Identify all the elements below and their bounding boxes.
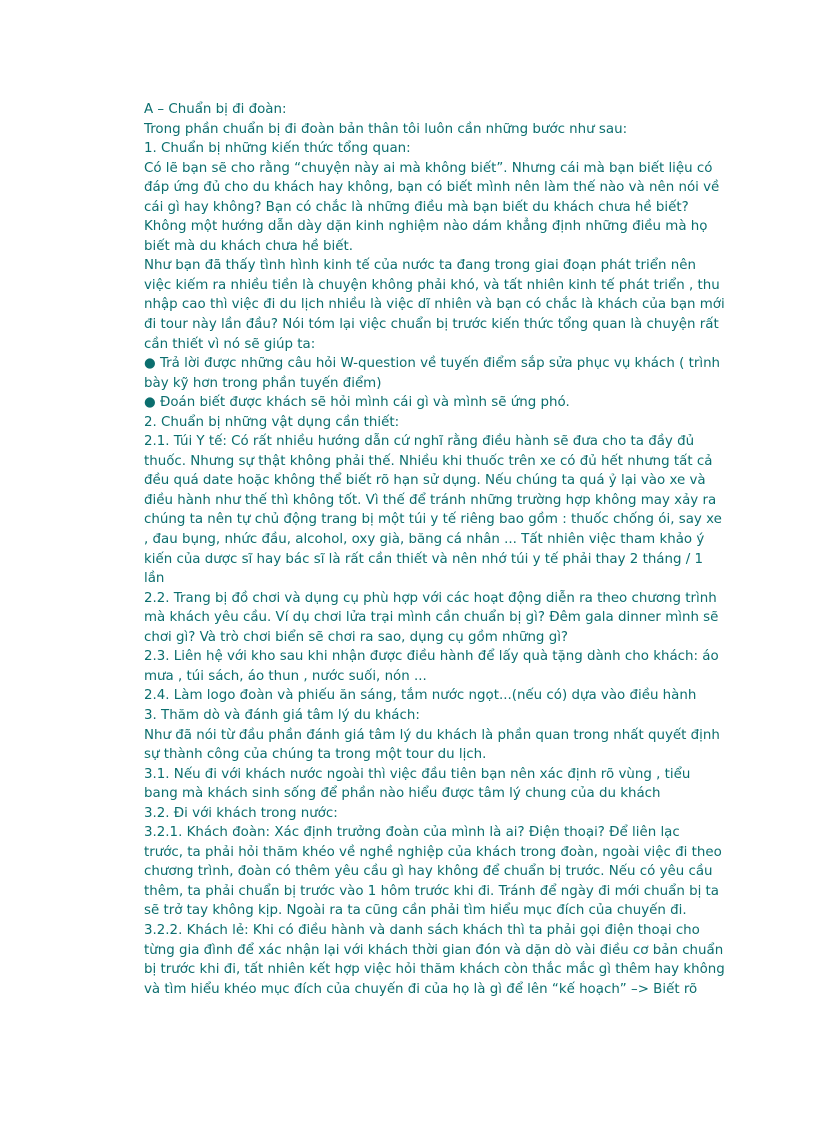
paragraph-line: cần thiết vì nó sẽ giúp ta: xyxy=(144,336,316,352)
paragraph-line: Có lẽ bạn sẽ cho rằng “chuyện này ai mà không biết”. Nhưng cái mà bạn biết liệu có xyxy=(144,160,713,176)
paragraph-line: chương trình, đoàn có thêm yêu cầu gì hay không để chuẩn bị trước. Nếu có yêu cầu xyxy=(144,864,713,880)
paragraph-line: đi tour này lần đầu? Nói tóm lại việc chuẩn bị trước kiến thức tổng quan là chuyện rất xyxy=(144,317,719,333)
paragraph-line: 2.2. Trang bị đồ chơi và dụng cụ phù hợp với các hoạt động diễn ra theo chương trình xyxy=(144,590,717,606)
paragraph-line: 2.3. Liên hệ với kho sau khi nhận được điều hành để lấy quà tặng dành cho khách: áo xyxy=(144,649,719,665)
paragraph-line: chúng ta nên tự chủ động trang bị một túi y tế riêng bao gồm : thuốc chống ói, say xe xyxy=(144,512,722,528)
subsection-heading: 3. Thăm dò và đánh giá tâm lý du khách: xyxy=(144,707,420,723)
bullet-item: ● Trả lời được những câu hỏi W-question về tuyến điểm sắp sửa phục vụ khách ( trình xyxy=(144,356,721,372)
paragraph-line: cái gì hay không? Bạn có chắc là những điều mà bạn biết du khách chưa hề biết? xyxy=(144,199,689,215)
paragraph-line: và tìm hiểu khéo mục đích của chuyến đi của họ là gì để lên “kế hoạch” –> Biết rõ xyxy=(144,981,698,997)
paragraph-line: điều hành như thế thì không tốt. Vì thế để tránh những trường hợp không may xảy ra xyxy=(144,492,717,508)
paragraph-line: lần xyxy=(144,571,165,587)
paragraph-line: Trong phần chuẩn bị đi đoàn bản thân tôi luôn cần những bước như sau: xyxy=(144,121,628,137)
paragraph-line: nhập cao thì việc đi du lịch nhiều là việc dĩ nhiên và bạn có chắc là khách của bạn mới xyxy=(144,297,725,313)
paragraph-line: đều quá date hoặc không thể biết rõ hạn sử dụng. Nếu chúng ta quá ỷ lại vào xe và xyxy=(144,473,706,489)
paragraph-line: 3.2.2. Khách lẻ: Khi có điều hành và danh sách khách thì ta phải gọi điện thoại cho xyxy=(144,922,700,938)
paragraph-line: 2.1. Túi Y tế: Có rất nhiều hướng dẫn cứ nghĩ rằng điều hành sẽ đưa cho ta đầy đủ xyxy=(144,434,695,450)
paragraph-line: việc kiếm ra nhiều tiền là chuyện không phải khó, và tất nhiên kinh tế phát triển , thu xyxy=(144,277,720,293)
paragraph-line: thuốc. Nhưng sự thật không phải thế. Nhiều khi thuốc trên xe có đủ hết nhưng tất cả xyxy=(144,453,713,469)
paragraph-line: mưa , túi sách, áo thun , nước suối, nón ... xyxy=(144,668,427,684)
paragraph-line: bị trước khi đi, tất nhiên kết hợp việc hỏi thăm khách còn thắc mắc gì thêm hay không xyxy=(144,962,725,978)
paragraph-line: sự thành công của chúng ta trong một tour du lịch. xyxy=(144,747,487,763)
paragraph-line: Như bạn đã thấy tình hình kinh tế của nước ta đang trong giai đoạn phát triển nên xyxy=(144,258,696,274)
paragraph-line: từng gia đình để xác nhận lại với khách thời gian đón và dặn dò vài điều cơ bản chuẩn xyxy=(144,942,724,958)
paragraph-line: kiến của dược sĩ hay bác sĩ là rất cần thiết và nên nhớ túi y tế phải thay 2 tháng / 1 xyxy=(144,551,704,567)
paragraph-line: , đau bụng, nhức đầu, alcohol, oxy già, băng cá nhân ... Tất nhiên việc tham khảo ý xyxy=(144,532,705,548)
paragraph-line: Như đã nói từ đầu phần đánh giá tâm lý du khách là phần quan trong nhất quyết định xyxy=(144,727,720,743)
subsection-heading: 1. Chuẩn bị những kiến thức tổng quan: xyxy=(144,141,411,157)
section-heading: A – Chuẩn bị đi đoàn: xyxy=(144,102,287,117)
paragraph-line: mà khách yêu cầu. Ví dụ chơi lửa trại mình cần chuẩn bị gì? Đêm gala dinner mình sẽ xyxy=(144,610,719,626)
paragraph-line: chơi gì? Và trò chơi biển sẽ chơi ra sao, dụng cụ gồm những gì? xyxy=(144,629,569,645)
bullet-item: ● Đoán biết được khách sẽ hỏi mình cái gì và mình sẽ ứng phó. xyxy=(144,395,570,411)
paragraph-line: bang mà khách sinh sống để phần nào hiểu được tâm lý chung của du khách xyxy=(144,786,661,802)
paragraph-line: sẽ trở tay không kịp. Ngoài ra ta cũng cần phải tìm hiểu mục đích của chuyến đi. xyxy=(144,903,687,919)
paragraph-line: thêm, ta phải chuẩn bị trước vào 1 hôm trước khi đi. Tránh để ngày đi mới chuẩn bị ta xyxy=(144,883,719,899)
paragraph-line: Không một hướng dẫn dày dặn kinh nghiệm nào dám khẳng định những điều mà họ xyxy=(144,219,708,235)
paragraph-line: 2.4. Làm logo đoàn và phiếu ăn sáng, tắm nước ngọt...(nếu có) dựa vào điều hành xyxy=(144,688,697,704)
paragraph-line: bày kỹ hơn trong phần tuyến điểm) xyxy=(144,375,382,391)
paragraph-line: trước, ta phải hỏi thăm khéo về nghề nghiệp của khách trong đoàn, ngoài việc đi theo xyxy=(144,844,722,860)
paragraph-line: đáp ứng đủ cho du khách hay không, bạn có biết mình nên làm thế nào và nên nói về xyxy=(144,180,720,196)
subsection-heading: 2. Chuẩn bị những vật dụng cần thiết: xyxy=(144,414,400,430)
paragraph-line: biết mà du khách chưa hề biết. xyxy=(144,238,354,254)
document-page xyxy=(144,100,734,999)
paragraph-line: 3.2.1. Khách đoàn: Xác định trưởng đoàn của mình là ai? Điện thoại? Để liên lạc xyxy=(144,825,680,841)
paragraph-line: 3.2. Đi với khách trong nước: xyxy=(144,805,338,821)
paragraph-line: 3.1. Nếu đi với khách nước ngoài thì việc đầu tiên bạn nên xác định rõ vùng , tiểu xyxy=(144,766,691,782)
